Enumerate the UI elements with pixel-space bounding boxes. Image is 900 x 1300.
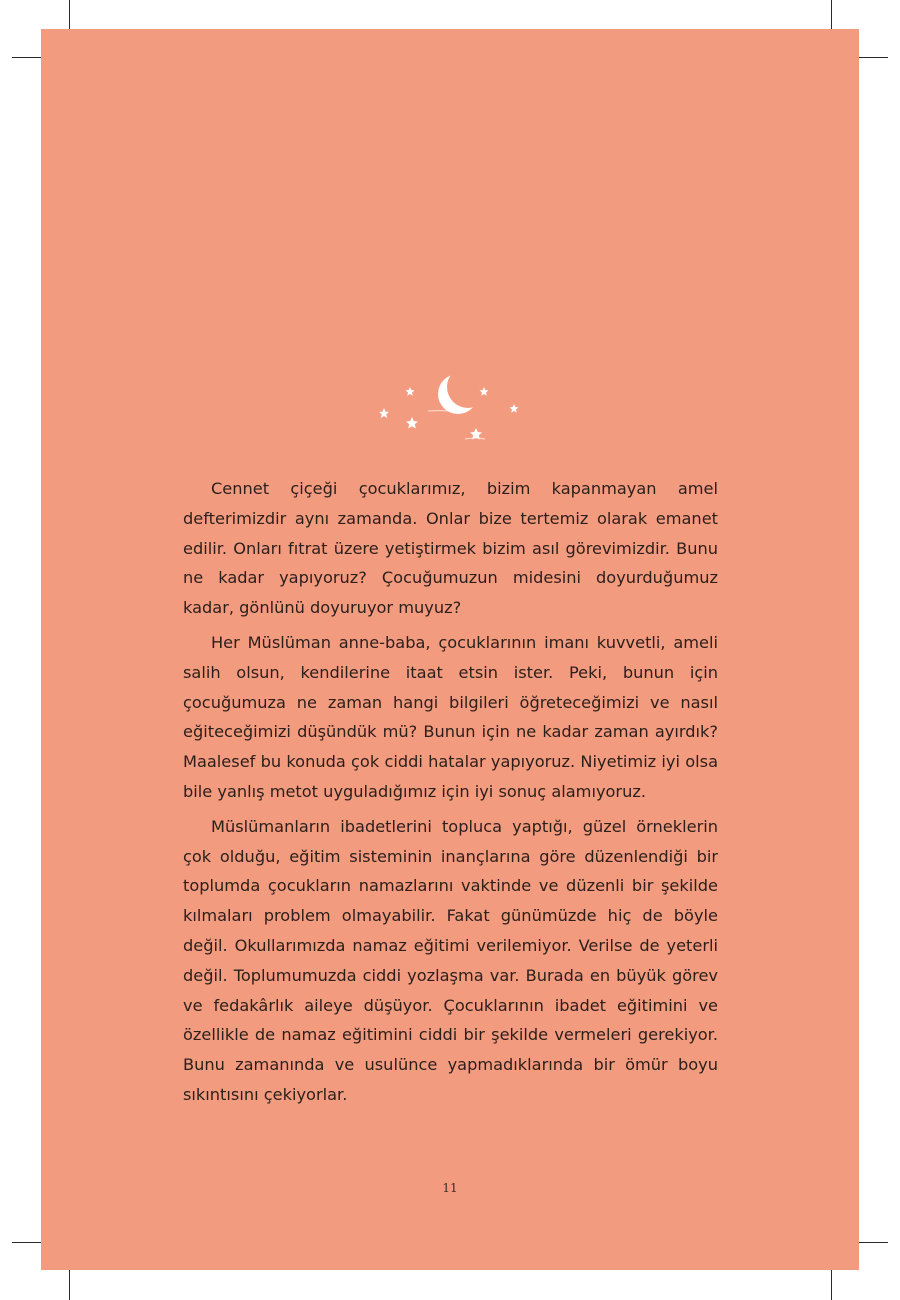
crop-mark xyxy=(69,1270,70,1300)
paragraph: Cennet çiçeği çocuklarımız, bizim kapanmayan amel defterimizdir aynı zamanda. Onlar bize tertemiz olarak emanet edilir. Onları fıtrat üzere yetiştirmek bizim asıl görevimizdir. Bunu ne kadar yapıyoruz? Çocuğumuzun midesini doyurduğumuz kadar, gönlünü doyuruyor muyuz? xyxy=(183,479,718,618)
crop-mark xyxy=(12,57,41,58)
crop-mark xyxy=(69,0,70,30)
crop-mark xyxy=(859,1242,888,1243)
crop-mark xyxy=(831,0,832,30)
crop-mark xyxy=(831,1270,832,1300)
paragraph: Müslümanların ibadetlerini topluca yaptığı, güzel örneklerin çok olduğu, eğitim sisteminin inançlarına göre düzenlendiği bir toplumda çocukların namazlarını vaktinde ve düzenli bir şekilde kılmaları problem olmayabilir. Fakat günümüzde hiç de böyle değil. Okullarımızda namaz eğitimi verilemiyor. Verilse de yeterli değil. Toplumumuzda ciddi yozlaşma var. Burada en büyük görev ve fedakârlık aileye düşüyor. Çocuklarının ibadet eğitimini ve özellikle de namaz eğitimini ciddi bir şekilde vermeleri gerekiyor. Bunu zamanında ve usulünce yapmadıklarında bir ömür boyu sıkıntısını çekiyorlar. xyxy=(183,816,718,1104)
crop-mark xyxy=(12,1242,41,1243)
paragraph: Her Müslüman anne-baba, çocuklarının imanı kuvvetli, ameli salih olsun, kendilerine itaat etsin ister. Peki, bunun için çocuğumuza ne zaman hangi bilgileri öğreteceğimizi ve nasıl eğiteceğimizi düşündük mü? Bunun için ne kadar zaman ayırdık? Maalesef bu konuda çok ciddi hatalar yapıyoruz. Niyetimiz iyi olsa bile yanlış metot uyguladığımız için iyi sonuç alamıyoruz. xyxy=(183,632,718,801)
body-text xyxy=(183,474,718,1115)
crescent-moon-with-stars-icon xyxy=(370,365,530,455)
crop-mark xyxy=(859,57,888,58)
page-number: 11 xyxy=(442,1181,458,1195)
